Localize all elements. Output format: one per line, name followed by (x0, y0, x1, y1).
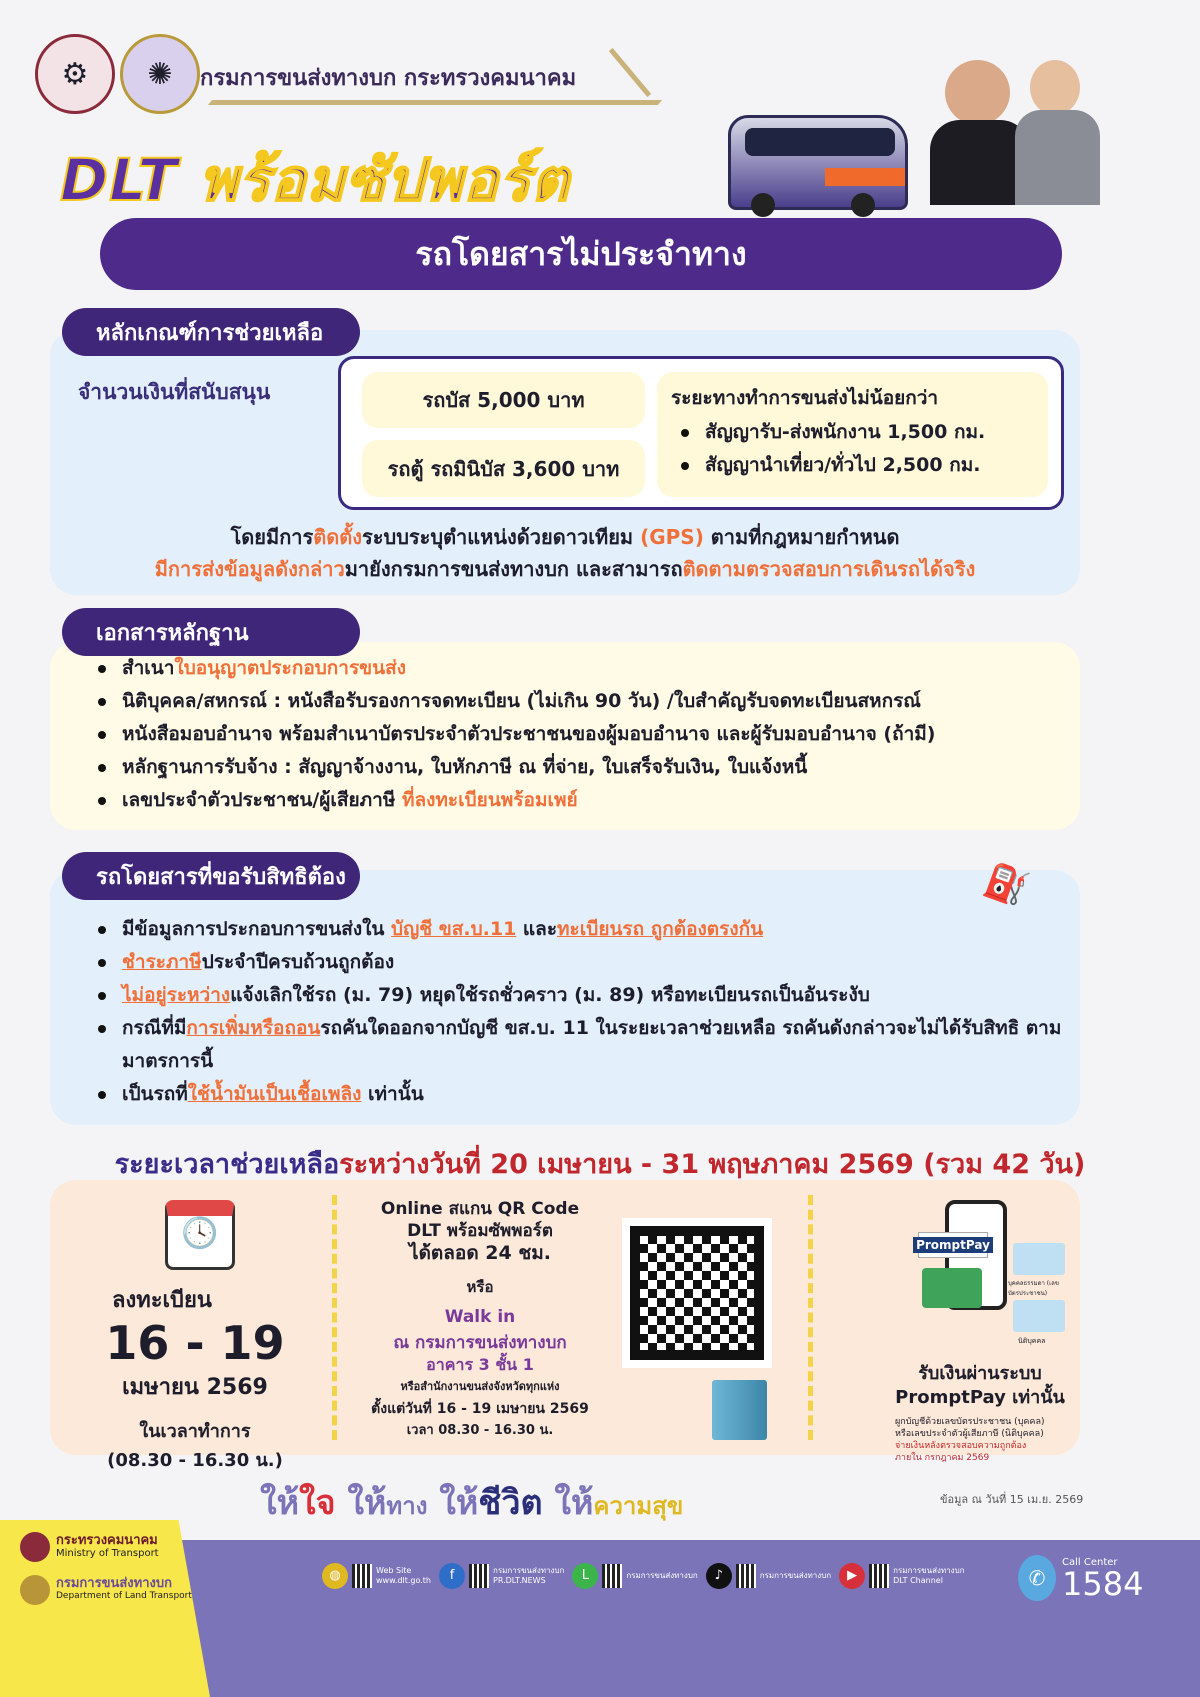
social-links (322, 1563, 973, 1589)
dlt-footer-logo: กรมการขนส่งทางบก Department of Land Transport (20, 1575, 192, 1605)
line-icon: L (572, 1563, 598, 1589)
card-label: บุคคลธรรมดา (เลขบัตรประชาชน) (1008, 1280, 1059, 1297)
office-time: เวลา 08.30 - 16.30 น. (406, 1423, 554, 1438)
distance-title: ระยะทางทำการขนส่งไม่น้อยกว่า (671, 387, 939, 409)
online-line: DLT พร้อมซัพพอร์ต (407, 1221, 553, 1241)
id-card-icon (1013, 1243, 1065, 1275)
bus-illustration (728, 115, 908, 210)
eligibility-item: ไม่อยู่ระหว่างแจ้งเลิกใช้รถ (ม. 79) หยุดใช้รถชั่วคราว (ม. 89) หรือทะเบียนรถเป็นอันระงับ (88, 979, 1078, 1012)
or-text: หรือ (466, 1278, 494, 1296)
payment-notes: ผูกบัญชีด้วยเลขบัตรประชาชน (บุคคล) หรือเลขประจำตัวผู้เสียภาษี (นิติบุคคล) จ่ายเงินหลังตรวจสอบความถูกต้อง ภายใน กรกฎาคม 2569 (895, 1417, 1045, 1463)
fuel-nozzle-icon: ⛽ (979, 858, 1033, 912)
building-icon (712, 1380, 767, 1440)
main-title: DLT พร้อมซัปพอร์ต (60, 146, 570, 214)
phone-icon: ✆ (1018, 1555, 1056, 1601)
eligibility-list (88, 913, 1078, 1111)
document-item: หนังสือมอบอำนาจ พร้อมสำเนาบัตรประจำตัวประชาชนของผู้มอบอำนาจ และผู้รับมอบอำนาจ (ถ้ามี) (88, 718, 936, 751)
facebook-icon: f (439, 1563, 465, 1589)
online-line: Online สแกน QR Code (380, 1199, 580, 1219)
youtube-icon: ▶ (839, 1563, 865, 1589)
subtitle-banner: รถโดยสารไม่ประจำทาง (100, 218, 1062, 290)
gold-line (609, 48, 651, 97)
van-amount: รถตู้ รถมินิบัส 3,600 บาท (362, 440, 645, 497)
register-label: ลงทะเบียน (112, 1288, 212, 1313)
eligibility-item: ชำระภาษีประจำปีครบถ้วนถูกต้อง (88, 946, 1078, 979)
call-center[interactable]: ✆ Call Center 1584 (1018, 1555, 1143, 1601)
money-icon (922, 1268, 982, 1308)
payment-title: รับเงินผ่านระบบ PromptPay เท่านั้น (895, 1363, 1065, 1408)
documents-list (88, 652, 936, 817)
qr-icon (602, 1564, 622, 1588)
walk-in-place: ณ กรมการขนส่งทางบก (393, 1333, 567, 1353)
qr-icon (469, 1564, 489, 1588)
walk-in-building: อาคาร 3 ชั้น 1 (426, 1355, 534, 1374)
amount-label: จำนวนเงินที่สนับสนุน (78, 380, 271, 404)
criteria-label: หลักเกณฑ์การช่วยเหลือ (62, 308, 360, 356)
online-line: ได้ตลอด 24 ชม. (409, 1242, 551, 1264)
register-info (90, 1282, 300, 1474)
eligibility-item: เป็นรถที่ใช้น้ำมันเป็นเชื้อเพลิง เท่านั้น (88, 1078, 1078, 1111)
globe-icon: ◍ (322, 1563, 348, 1589)
assistance-period: ระยะเวลาช่วยเหลือระหว่างวันที่ 20 เมษายน - 31 พฤษภาคม 2569 (รวม 42 วัน) (114, 1149, 1086, 1180)
since-date: ตั้งแต่วันที่ 16 - 19 เมษายน 2569 (371, 1401, 589, 1417)
website-link[interactable]: ◍ Web Site www.dlt.go.th (322, 1563, 431, 1589)
documents-label: เอกสารหลักฐาน (62, 608, 360, 656)
promptpay-logo: PromptPay (913, 1237, 993, 1253)
distance-item: สัญญารับ-ส่งพนักงาน 1,500 กม. (671, 416, 1034, 449)
id-card-icon (1013, 1300, 1065, 1332)
document-item: สำเนาใบอนุญาตประกอบการขนส่ง (88, 652, 936, 685)
divider (332, 1195, 337, 1440)
hours-label: ในเวลาทำการ (139, 1421, 251, 1442)
mot-logo: ⚙ (35, 34, 115, 114)
qr-icon (736, 1564, 756, 1588)
register-month: เมษายน 2569 (122, 1375, 268, 1400)
eligibility-item: มีข้อมูลการประกอบการขนส่งใน บัญชี ขส.บ.11 และทะเบียนรถ ถูกต้องตรงกัน (88, 913, 1078, 946)
officials-photo (915, 40, 1100, 205)
hours: (08.30 - 16.30 น.) (107, 1450, 283, 1471)
document-item: เลขประจำตัวประชาชน/ผู้เสียภาษี ที่ลงทะเบียนพร้อมเพย์ (88, 784, 936, 817)
online-info (350, 1198, 610, 1442)
eligibility-item: กรณีที่มีการเพิ่มหรือถอนรถคันใดออกจากบัญชี ขส.บ. 11 ในระยะเวลาช่วยเหลือ รถคันดังกล่าวจะไม่ได้รับสิทธิ ตามมาตรการนี้ (88, 1012, 1078, 1078)
bus-amount: รถบัส 5,000 บาท (362, 372, 645, 428)
facebook-link[interactable]: f กรมการขนส่งทางบก PR.DLT.NEWS (439, 1563, 564, 1589)
document-item: นิติบุคคล/สหกรณ์ : หนังสือรับรองการจดทะเบียน (ไม่เกิน 90 วัน) /ใบสำคัญรับจดทะเบียนสหกรณ์ (88, 685, 936, 718)
data-as-of: ข้อมูล ณ วันที่ 15 เม.ย. 2569 (940, 1493, 1084, 1506)
slogan: ให้ใจ ให้ทาง ให้ชีวิต ให้ความสุข (260, 1483, 684, 1523)
qr-icon (352, 1564, 372, 1588)
qr-code[interactable] (622, 1218, 772, 1368)
youtube-link[interactable]: ▶ กรมการขนส่งทางบก DLT Channel (839, 1563, 964, 1589)
gps-note: โดยมีการติดตั้งระบบระบุตำแหน่งด้วยดาวเทียม (GPS) ตามที่กฎหมายกำหนด (230, 525, 900, 549)
eligibility-label: รถโดยสารที่ขอรับสิทธิต้อง (62, 852, 360, 900)
divider (808, 1195, 813, 1440)
province-note: หรือสำนักงานขนส่งจังหวัดทุกแห่ง (400, 1380, 560, 1393)
gold-line (208, 100, 662, 105)
org-name: กรมการขนส่งทางบก กระทรวงคมนาคม (200, 66, 577, 91)
distance-item: สัญญานำเที่ยว/ทั่วไป 2,500 กม. (671, 449, 1034, 482)
document-item: หลักฐานการรับจ้าง : สัญญาจ้างงาน, ใบหักภาษี ณ ที่จ่าย, ใบเสร็จรับเงิน, ใบแจ้งหนี้ (88, 751, 936, 784)
mot-footer-logo: กระทรวงคมนาคม Ministry of Transport (20, 1532, 159, 1562)
tiktok-link[interactable]: ♪ กรมการขนส่งทางบก (706, 1563, 831, 1589)
calendar-clock-icon: 🕓 (165, 1200, 235, 1270)
qr-icon (869, 1564, 889, 1588)
distance-box (657, 372, 1048, 497)
tiktok-icon: ♪ (706, 1563, 732, 1589)
register-dates: 16 - 19 (105, 1316, 285, 1370)
card-label: นิติบุคคล (1018, 1337, 1046, 1345)
tracking-note: มีการส่งข้อมูลดังกล่าวมายังกรมการขนส่งทางบก และสามารถติดตามตรวจสอบการเดินรถได้จริง (154, 557, 976, 581)
dlt-logo: ✺ (120, 34, 200, 114)
line-link[interactable]: L กรมการขนส่งทางบก (572, 1563, 697, 1589)
walk-in: Walk in (444, 1307, 516, 1327)
